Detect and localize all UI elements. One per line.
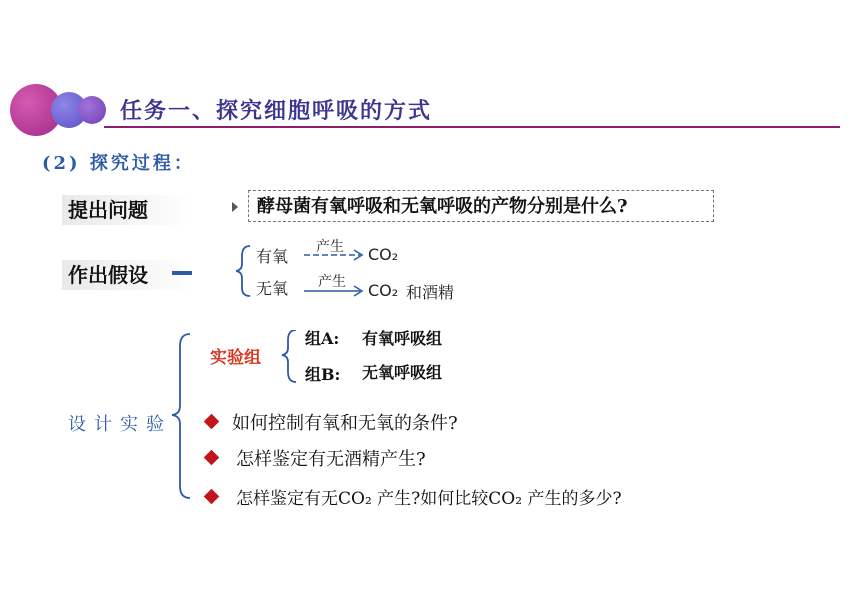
- large-brace-icon: [172, 334, 190, 498]
- produce-label-1: 产生: [316, 239, 344, 255]
- product-co2-aerobic: CO₂: [368, 245, 399, 264]
- produce-label-2: 产生: [318, 274, 346, 290]
- experiment-group-label: 实验组: [210, 348, 261, 368]
- header-circle-small: [78, 96, 106, 124]
- group-a-label: 组A:: [305, 329, 340, 348]
- group-b-name: 无氧呼吸组: [362, 363, 443, 382]
- dash-connector: [172, 271, 192, 275]
- group-a-name: 有氧呼吸组: [362, 329, 443, 348]
- hyp-aerobic: 有氧: [256, 247, 289, 266]
- section-subtitle: (2) 探究过程：: [42, 153, 195, 174]
- design-experiment-label: 设计实验: [68, 414, 172, 435]
- page-title: 任务一、探究细胞呼吸的方式: [120, 98, 433, 124]
- product-co2-anaerobic: CO₂: [368, 281, 399, 300]
- step-ask-label: 提出问题: [62, 195, 192, 225]
- hyp-anaerobic: 无氧: [256, 279, 289, 298]
- question-item-3: 怎样鉴定有无CO₂ 产生?如何比较CO₂ 产生的多少?: [236, 489, 622, 509]
- product-alcohol: 和酒精: [406, 283, 455, 302]
- arrow-right-icon: [232, 202, 238, 212]
- step-hypothesis-label: 作出假设: [62, 260, 192, 290]
- small-brace-icon: [282, 330, 296, 382]
- question-box: 酵母菌有氧呼吸和无氧呼吸的产物分别是什么?: [248, 190, 714, 222]
- group-b-label: 组B:: [305, 365, 341, 384]
- question-item-2: 怎样鉴定有无酒精产生?: [236, 449, 426, 470]
- brace-icon: [236, 246, 250, 296]
- question-item-1: 如何控制有氧和无氧的条件?: [232, 413, 458, 434]
- title-underline: [104, 126, 840, 128]
